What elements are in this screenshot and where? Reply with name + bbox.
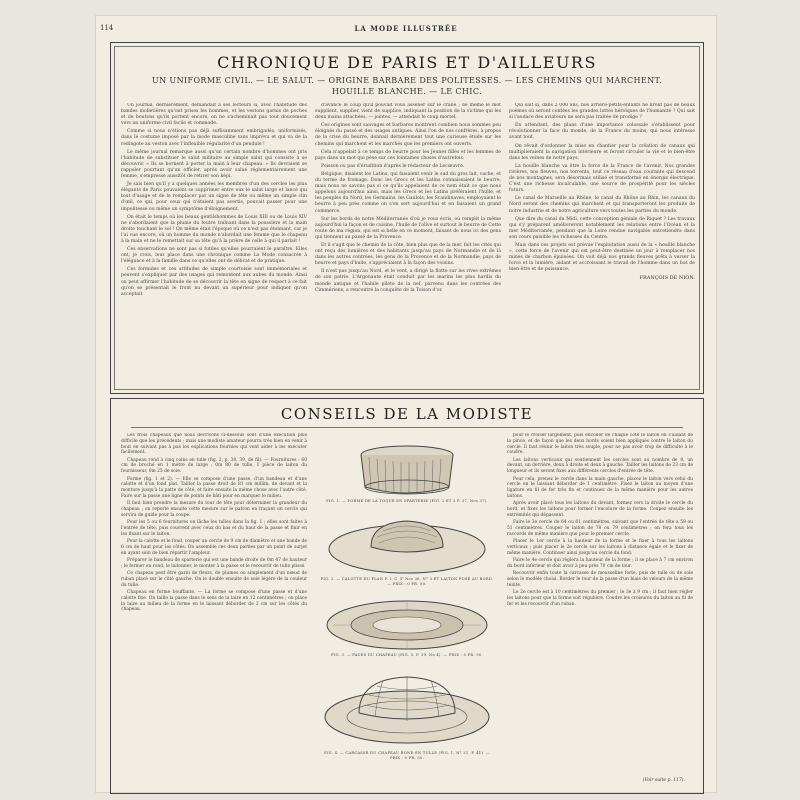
paragraph: Sur les bords de notre Méditerranée d'où je vous écris, où remplit la même aujourd'hui la façon et de cuisine, l'huile de l'olive et surtout le beurre de Cette route de ma région, qui est si belle en ce moment, faisant de nous ici des gens qui tiennent au passé de la Provence. [315,216,501,240]
figure-2 [319,513,495,586]
paragraph: Il faut bien prendre la mesure du tour de tête pour déterminer la grandeur du chapeau ; on reporte ensuite cette mesure sur le patron en traçant un cercle qui servira de guide pour la coupe. [121,501,307,518]
chronique-frame [110,42,704,394]
paragraph: Comme si nous n'étions pas déjà suffisamment embrigadés, uniformisés, dans le costume imposé par la mode masculine sans imprévu et qui va de la redingote au veston avec l'inflexible régularité d'un pendule ! [121,129,307,147]
paragraph: Forme (fig. 1 et 2). — Elle se compose d'une passe, d'un bandeau et d'une calotte et d'un fond plat. Tailler la passe droit de 81 cm millim. de devant et la monture jusqu'à la patte de côté, et faire ensuite la même chose avec l'autre côté. Faire sur la passe une ligne de points de bâti pour en marquer le milieu. [121,476,307,499]
carcasse-illustration [319,669,495,751]
magazine-title: LA MODE ILLUSTRÉE [354,24,458,33]
paragraph: Le canal de Marseille au Rhône, le canal du Rhône au Rhin, les canaux du Nord seront des chemins qui marchent et qui transporteront les produits de notre industrie et de notre agriculture vers toutes les parties du monde. [509,196,695,214]
figure-1-caption: FIG. 1. — FORME DE LA TOQUE EN SPARTERIE (FIG. 2 ET 3 P. 37, Nos 37). [326,499,488,503]
paragraph: La houille blanche va être la force de la France de l'avenir. Nos grandes rivières, nos fleuves, nos torrents, tout ce réseau d'eau courante qui descend de nos montagnes, sera désormais utilisé et transformé en énergie électrique. C'est une richesse incalculable, une source de prospérité pour les siècles futurs. [509,163,695,194]
paragraph: Chapeau rond à cinq coins en tulle (fig. 2, p. 38, 39, de fil). — Fournitures : 60 cm de broché en 1 mètre de large ; 0m 80 de tulle, 1 pièce de laiton du fournisseur, 0m 25 de soie. [121,457,307,475]
hat-figures [315,433,499,773]
calotte-illustration [319,513,495,577]
figure-4-caption: FIG. 4. — CARCASSE DU CHAPEAU ROND EN TULLE (FIG. 1, N° 21, P. 41). — PRIX : 0 FR. 50. [324,751,490,760]
paragraph: Poisson ou pas d'érudition d'après le rédacteur de Lecœuvre. [321,163,465,169]
conseils-column-left [121,433,307,785]
paragraph: Ces formules et ces attitudes de simple courtoisie sont immémoriales et peuvent s'expliquer par des usages qui remontent aux aubes du monde. Ainsi on peut affirmer l'habitude de se découvrir la tête en signe de respect à ce fait qu'on se présentait le front nu devant un supérieur pour indiquer qu'on acceptait [121,267,307,297]
paragraph: Un journal, dernièrement, demandait à ses lecteurs si, avec l'habitude des bandes molletières qu'ont prises les hommes, et les vestons garnis de poches et de boutons qu'ils portent encore, on ne s'acheminait pas tout doucement vers un uniforme civil facile et commode. [121,103,307,127]
title-rule [131,427,683,428]
conseils-frame [110,398,704,794]
running-head [100,24,712,36]
chronique-subtitle: UN UNIFORME CIVIL. — LE SALUT. — ORIGINE BARBARE DES POLITESSES. — LES CHEMINS QUI MARCHENT. HOUILLE BLANCHE. — LE CHIC. [151,76,663,96]
chronique-column-2 [315,103,501,385]
figure-3-caption: FIG. 3. — FACES DU CHAPEAU (FIG. 5, P. 39, No 4). — PRIX : 0 FR. 50. [331,653,483,657]
paragraph: d'avance le coup qu'il pouvait vous asséner sur le crâne ; de même le mot supplient, supplier, vient de supplice, indiquant la position de la victime qui les deux mains attachées, — jointes, — attendait le coup mortel. [315,103,501,121]
chronique-column-1 [121,103,307,385]
figure-1 [319,441,495,504]
paragraph: Cela n'appelait à ce temps de beurre pour les Jeunes filles et les femmes de pays dans un mot qui pèse sur ces lointaines choses d'autrefois. [315,149,501,161]
figure-3 [319,597,495,658]
paragraph: Les laitons verticaux qui soutiennent les cercles sont au nombre de 8, un devant, un derrière, deux à droite et deux à gauche. Tailler les laitons de 23 cm de longueur et ils seront fixés aux différents cercles d'entrée de tête. [507,457,693,475]
paragraph: Ces origines sont sauvages et barbares montrent combien nous sommes peu éloignés du passé et des usages antiques. Ainsi l'on de nos confrères, à propos de la crise du beurre, donnait dernièrement tout une curieuse étude sur les chemins qui marchent et les marchés que les premiers ont ouverts. [315,123,501,147]
paragraph: Ce chapeau peut être garni de fleurs, de plumes ou simplement d'un nœud de ruban placé sur le côté gauche. On le double ensuite de soie légère de la couleur du tulle. [121,571,307,588]
continued-note: (Voir suite p. 117). [642,778,685,783]
paragraph: Préparer le bandeau de sparterie qui est une bande droite de 0m 47 de hauteur ; le fermer en rond, le laitonner, le monter à la passe et le recouvrir de tulle plissé. [121,557,307,569]
chronique-columns [121,103,693,385]
paragraph: Pour cela, prenez le cercle dans la main gauche, placez le laiton vers celui du cercle en le laissant déborder de 1 centimètre. Fixez le laiton au moyen d'une ligature en fil de fer très fin et continuez de la même manière pour les autres laitons. [507,476,693,499]
conseils-column-right [507,433,693,785]
paragraph: Les trois chapeaux que nous décrivons ci-dessous sont d'une exécution plus difficile que les précédents ; mais une modiste amateur pourra très bien en venir à bout en suivant pas à pas les explications fournies qui vont aider à les exécuter facilement. [121,433,307,456]
chronique-title: CHRONIQUE DE PARIS ET D'AILLEURS [217,53,597,72]
paragraph: On était le temps où les beaux gentilshommes de Louis XIII ou de Louis XIV ne s'abordaient que la plume du feutre traînant dans la poussière et la main droite touchant le sol ! On même était l'époque où ce n'est pas étonnant, car je l'ai vue encore, où un homme du monde n'abordait une femme que le chapeau à la main et ne le remettait sur sa tête qu'à la prière de celle à qui il parlait ! [121,214,307,244]
paragraph: Faire le 3e cercle de 64 ou 61 centimètres, suivant que l'entrée de tête a 59 ou 51 centimètres. Couper le laiton de 78 ou 79 centimètres ; on fera tous les raccords de même manière que pour le premier cercle. [507,520,693,537]
paragraph: Il n'est pas jusqu'au Nord, et le vent, a dirigé la flotte sur les rives extrêmes de son patrie. L'Argonaute était conduit par les marins les plus hardis du monde antique et l'habile pilote de la nef, parvenu dans les contrées des Cimmériens, a rencontré la conquête de la Toison d'or. [315,269,501,293]
paragraph: Ces observations ne sont pas si futiles qu'elles pourraient le paraître. Elles ont, je crois, leur place dans une chronique comme La Mode consacrée à l'élégance et à la famille dans ce qu'elles ont de délicat et de pratique. [121,247,307,265]
paragraph: Je sais bien qu'il y a quelques années les membres d'un des cercles les plus élégants de Paris pouvaient se supprimer entre eux le salut large et lancé qui tout d'usage et de le remplacer par un signe de tête ou même un simple clin d'œil, ce qui, pour ceux qui n'étaient pas avertis, pouvait passer pour une impolitesse ou même un symptôme d'éloignement. [121,182,307,212]
paragraph: On rêvait d'ordonner la mise en chantier pour la création de canaux qui multiplieraient la navigation intérieure et feront circuler la vie et le bien-être dans les veines de notre pays. [509,143,695,161]
toque-frame-illustration [319,441,495,499]
paragraph: Faire le 4e cercle qui règlera la hauteur de la forme ; il se place à 7 cm environ du bord inférieur et doit avoir à peu près 70 cm de tour. [507,557,693,569]
paragraph: Pour la calotte et le fond, couper un cercle de 9 cm de diamètre et une bande de 6 cm de haut pour les côtés. On assemble ces deux parties par un point de surjet en ayant soin de bien répartir l'ampleur. [121,539,307,556]
paragraph: Recouvrir enfin toute la carcasse de mousseline forte, puis de tulle ou de soie selon le modèle choisi. Border le tour de la passe d'un biais de velours de la même teinte. [507,571,693,588]
page-number: 114 [100,24,114,32]
paragraph: pour le croiser largement, puis encoller de chaque côté le laiton en s'aidant de la pince, et de façon que les deux bords soient bien appliqués contre le laiton du cercle. Il faut réunir le laiton très souple, pour ne pas avoir trop de difficulté à le coudre. [507,433,693,456]
figure-4 [319,669,495,760]
paragraph: Placer le 1er cercle à la hauteur de la forme et le fixer à tous les laitons verticaux ; puis placer le 2e cercle sur les laitons à distance égale et le fixer de même manière. Continuer ainsi jusqu'au cercle du fond. [507,539,693,556]
paragraph: Que dire du canal du Midi, cette conception géniale de Riquet ? Les travaux qui s'y préparent amélioreront notablement les relations entre l'Océan et la mer Méditerranée, pendant que la Loire rendue navigable entretiendra dans son cours paisible les richesses du Centre. [509,216,695,240]
paragraph: Après avoir placé tous les laitons du devant, formez vers la droite le cercle du bord, et fixez les laitons pour former l'encolure de la forme. Coupez ensuite les extrémités qui dépassent. [507,501,693,518]
paragraph: En attendant, des plans d'une importance colossale s'établissent pour révolutionner la face du monde, de la France du moins, qui nous intéresse avant tout. [509,123,695,141]
paragraph: Le 2e cercle est à 10 centimètres du premier ; le 3e à 9 cm ; il faut bien régler les laitons pour que la forme soit régulière. Coudre les croisures du laiton au fil de fer et les recouvrir d'un ruban. [507,589,693,607]
paragraph: Pour les 5 ou 6 fournitures on lâche les tulles dans la fig. 1 ; elles sont faites à l'entrée de tête, puis couvrent avec ceux du bas et du haut de la passe et finir en les fixant sur le laiton. [121,520,307,537]
paragraph: Chapeau en forme bouffante. — La forme se compose d'une passe et d'une calotte fixe. On taille la passe dans le sens de la laize en 12 centimètres ; on place la laize au milieu de la forme en le laissant déborder de 2 cm sur les côtés du chapeau. [121,589,307,613]
paragraph: Le même journal remarque aussi qu'un certain nombre d'hommes ont pris l'habitude de substituer le salut militaire au simple salut qui consiste à se découvrir. « Ils se bornent à porter la main à leur chapeau. » Ils devraient se rappeler pourtant qu'un officier, après avoir salué réglementairement une femme, s'empresse aussitôt de retirer son képi. [121,149,307,180]
chapeau-faces-illustration [319,597,495,653]
conseils-title: CONSEILS DE LA MODISTE [280,405,534,423]
paragraph: Mais dans ces projets est prévue l'exploitation aussi de la « houille blanche », cette force de l'avenir qui est peut-être destinée un jour à remplacer nos mines de charbon épuisées. On voit déjà nos grands fleuves prêts à verser la force et la lumière, aidant et accroissant le travail de l'homme dans un but de bien-être et de puissance. [509,242,695,273]
chronique-column-3 [509,103,695,385]
magazine-page [96,16,716,792]
author-signature: FRANÇOIS DE NION. [639,275,695,282]
paragraph: Et il s'agit que le chemin de la côte, bien plus que de la mer, fait les cités qui ont reçu des lumières et des habitants jusqu'au pays de Normandie et de là dans les autres contrées, les gens de la Provence et de la Normandie, pays de beurre et pays d'huile, s'appréciaient à la façon des voisins. [315,242,501,267]
paragraph: Belgique, disaient les Latins, qui faisaient venir le sud du gros lait, vache, et du terme de fromage. Donc les Grecs et les Latins connaissaient le beurre, mais nous ne savons pas si ce qu'ils appelaient de ce nom était ce que nous appelons aujourd'hui ainsi, mais les Grecs et les Latins préféraient l'huile, et les peuples du Nord, les Germains, les Gaulois, les Scandinaves, employaient le beurre à peu près comme on s'en sert aujourd'hui et en faisaient un grand commerce. [315,171,501,214]
figure-2-caption: FIG. 2. — CALOTTE DU PLAN F. I. C. P. Nos 36, N° 3 ET LAITON POSÉ AU BORD. — PRIX : 0 FR. 50. [320,577,494,586]
paragraph: Qui sait si, dans 2 000 ans, nos arrière-petits-enfants ne liront pas de beaux poèmes où seront contées les grandes luttes héroïques de l'humanité ? Qui sait si l'audace des aviateurs ne sera pas traitée de prodige ? [509,103,695,121]
